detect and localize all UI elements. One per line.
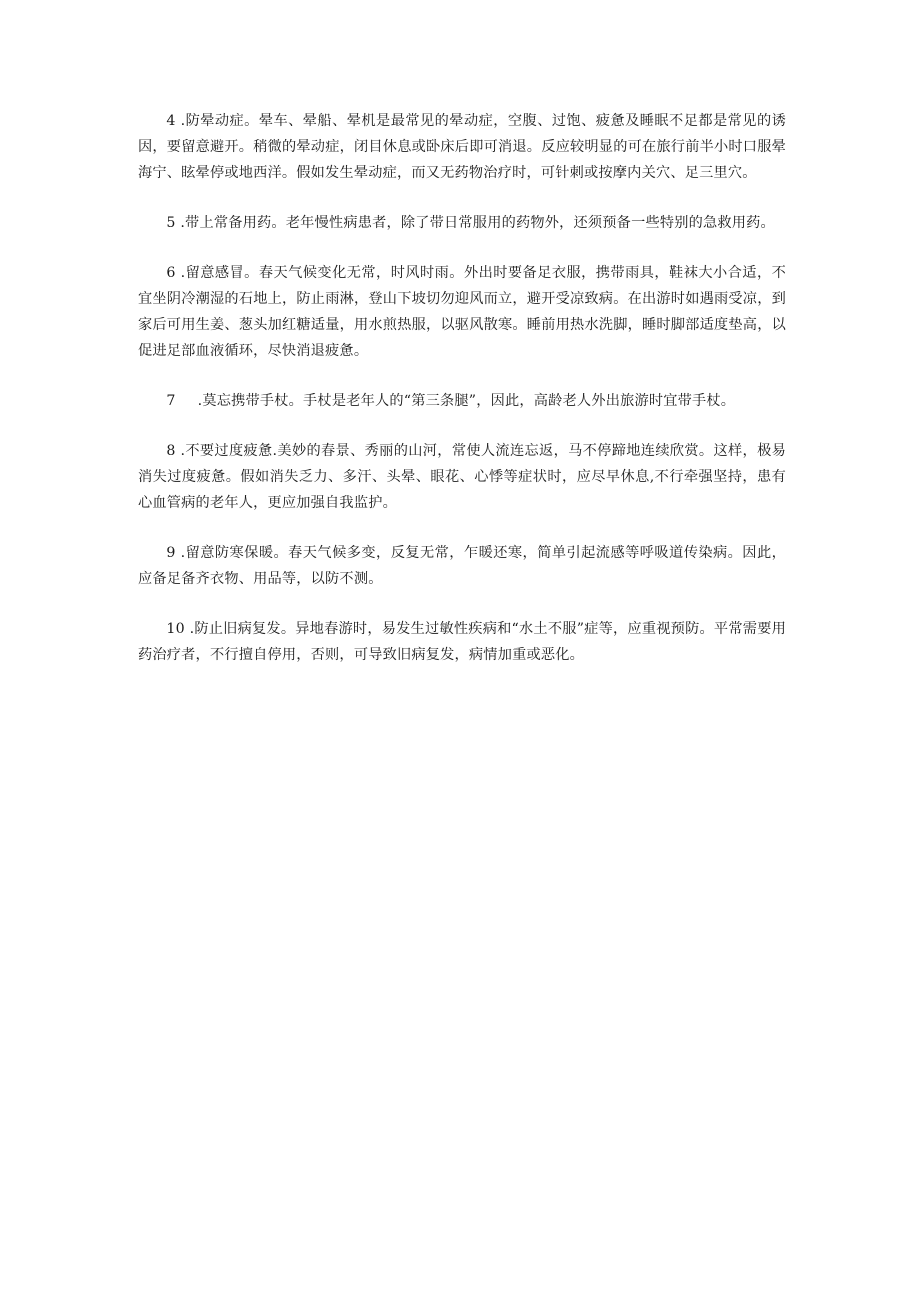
item-number: 8 <box>166 443 176 459</box>
item-text: .带上常备用药。老年慢性病患者，除了带日常服用的药物外，还须预备一些特别的急救用药。 <box>180 215 775 231</box>
item-number: 6 <box>166 265 176 281</box>
item-number: 7 <box>166 393 176 409</box>
item-text: .防止旧病复发。异地春游时，易发生过敏性疾病和“水土不服”症等，应重视预防。平常需要用药治疗者，不行擅自停用，否则，可导致旧病复发，病情加重或恶化。 <box>138 621 786 663</box>
item-text: .莫忘携带手杖。手杖是老年人的“第三条腿”，因此，高龄老人外出旅游时宜带手杖。 <box>197 393 736 409</box>
item-text: .防晕动症。晕车、晕船、晕机是最常见的晕动症，空腹、过饱、疲惫及睡眠不足都是常见的诱因，要留意避开。稍微的晕动症，闭目休息或卧床后即可消退。反应较明显的可在旅行前半小时口服晕海宁、眩晕停或地西洋。假如发生晕动症，而又无药物治疗时，可针刺或按摩内关穴、足三里穴。 <box>138 113 786 181</box>
paragraph-item-8 <box>138 438 786 516</box>
item-number: 10 <box>166 621 185 637</box>
item-number: 4 <box>166 113 176 129</box>
document-page <box>138 108 786 692</box>
item-number: 9 <box>166 545 176 561</box>
item-text: .留意感冒。春天气候变化无常，时风时雨。外出时要备足衣服，携带雨具，鞋袜大小合适，不宜坐阴冷潮湿的石地上，防止雨淋，登山下坡切勿迎风而立，避开受凉致病。在出游时如遇雨受凉，到家后可用生姜、葱头加红糖适量，用水煎热服，以驱风散寒。睡前用热水洗脚，睡时脚部适度垫高，以促进足部血液循环，尽快消退疲惫。 <box>138 265 786 359</box>
item-text: .留意防寒保暖。春天气候多变，反复无常，乍暖还寒，简单引起流感等呼吸道传染病。因此，应备足备齐衣物、用品等，以防不测。 <box>138 545 786 587</box>
item-text: .不要过度疲惫.美妙的春景、秀丽的山河，常使人流连忘返，马不停蹄地连续欣赏。这样，极易消失过度疲惫。假如消失乏力、多汗、头晕、眼花、心悸等症状时，应尽早休息,不行牵强坚持，患有心血管病的老年人，更应加强自我监护。 <box>138 443 786 511</box>
item-number: 5 <box>166 215 176 231</box>
paragraph-item-4 <box>138 108 786 186</box>
paragraph-item-5 <box>138 210 786 236</box>
paragraph-item-7 <box>138 388 786 414</box>
paragraph-item-6 <box>138 260 786 364</box>
paragraph-item-9 <box>138 540 786 592</box>
paragraph-item-10 <box>138 616 786 668</box>
